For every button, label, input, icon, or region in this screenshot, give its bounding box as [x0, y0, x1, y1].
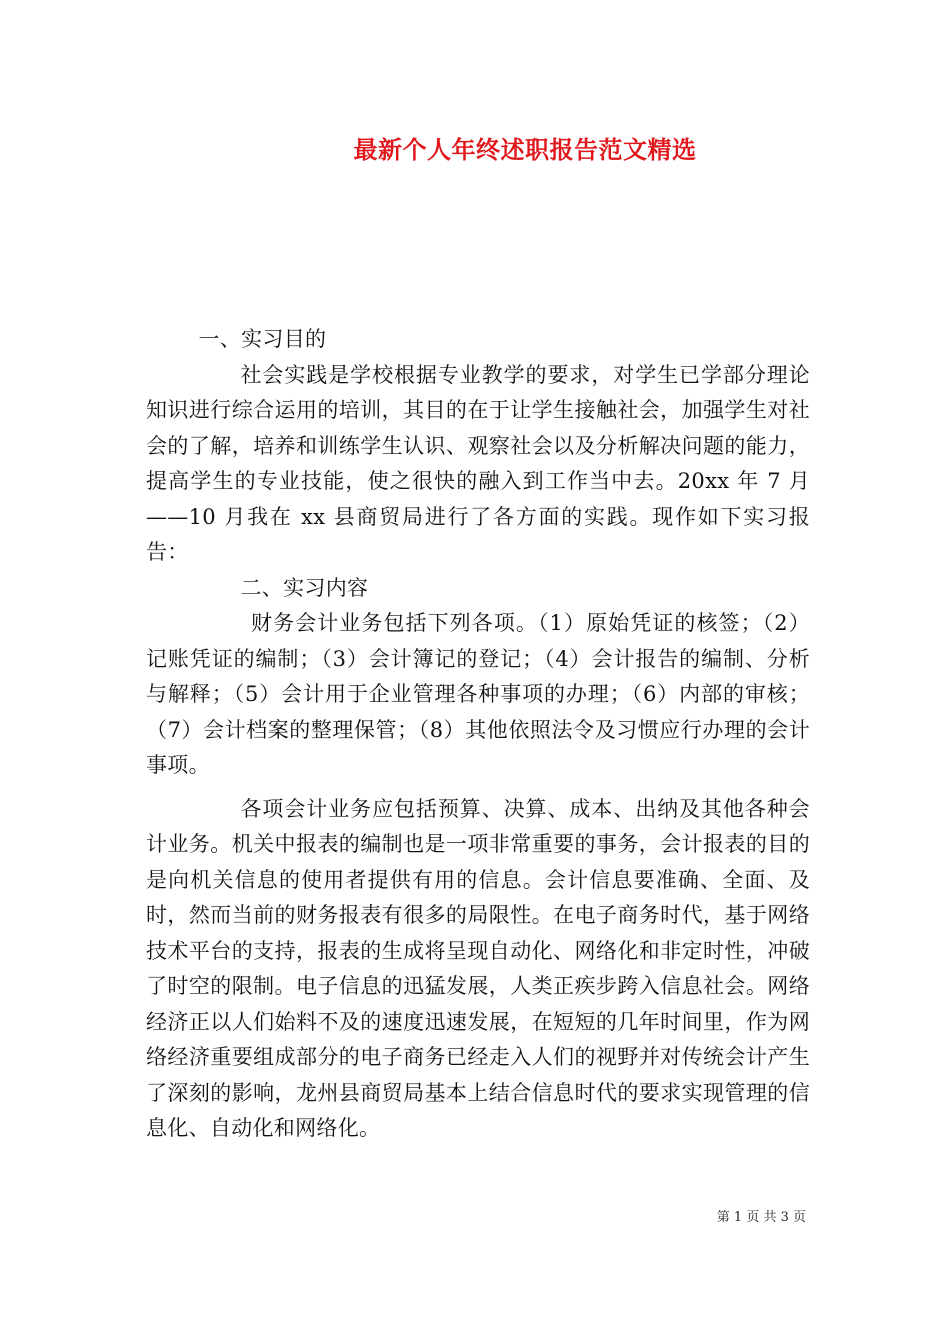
paragraph-purpose: 社会实践是学校根据专业教学的要求，对学生已学部分理论知识进行综合运用的培训，其目的在于让学生接触社会，加强学生对社会的了解，培养和训练学生认识、观察社会以及分析解决问题的能力，提高学生的专业技能，使之很快的融入到工作当中去。20xx 年 7 月——10 月我在 xx 县商贸局进行了各方面的实践。现作如下实习报告： — [146, 362, 810, 564]
section-heading-purpose: 一、实习目的 — [198, 327, 327, 351]
document-title: 最新个人年终述职报告范文精选 — [353, 135, 697, 164]
document-body — [146, 322, 810, 1147]
paragraph-accounting-business: 各项会计业务应包括预算、决算、成本、出纳及其他各种会计业务。机关中报表的编制也是一项非常重要的事务，会计报表的目的是向机关信息的使用者提供有用的信息。会计信息要准确、全面、及时，然而当前的财务报表有很多的局限性。在电子商务时代，基于网络技术平台的支持，报表的生成将呈现自动化、网络化和非定时性，冲破了时空的限制。电子信息的迅猛发展，人类正疾步跨入信息社会。网络经济正以人们始料不及的速度迅速发展，在短短的几年时间里，作为网络经济重要组成部分的电子商务已经走入人们的视野并对传统会计产生了深刻的影响，龙州县商贸局基本上结合信息时代的要求实现管理的信息化、自动化和网络化。 — [146, 796, 810, 1140]
paragraph-accounting-items: 财务会计业务包括下列各项。（1）原始凭证的核签；（2）记账凭证的编制；（3）会计簿记的登记；（4）会计报告的编制、分析与解释；（5）会计用于企业管理各种事项的办理；（6）内部的审核；（7）会计档案的整理保管；（8）其他依照法令及习惯应行办理的会计事项。 — [146, 611, 810, 777]
section-heading-content: 二、实习内容 — [240, 575, 369, 600]
page-number: 第 1 页 共 3 页 — [716, 1210, 806, 1225]
